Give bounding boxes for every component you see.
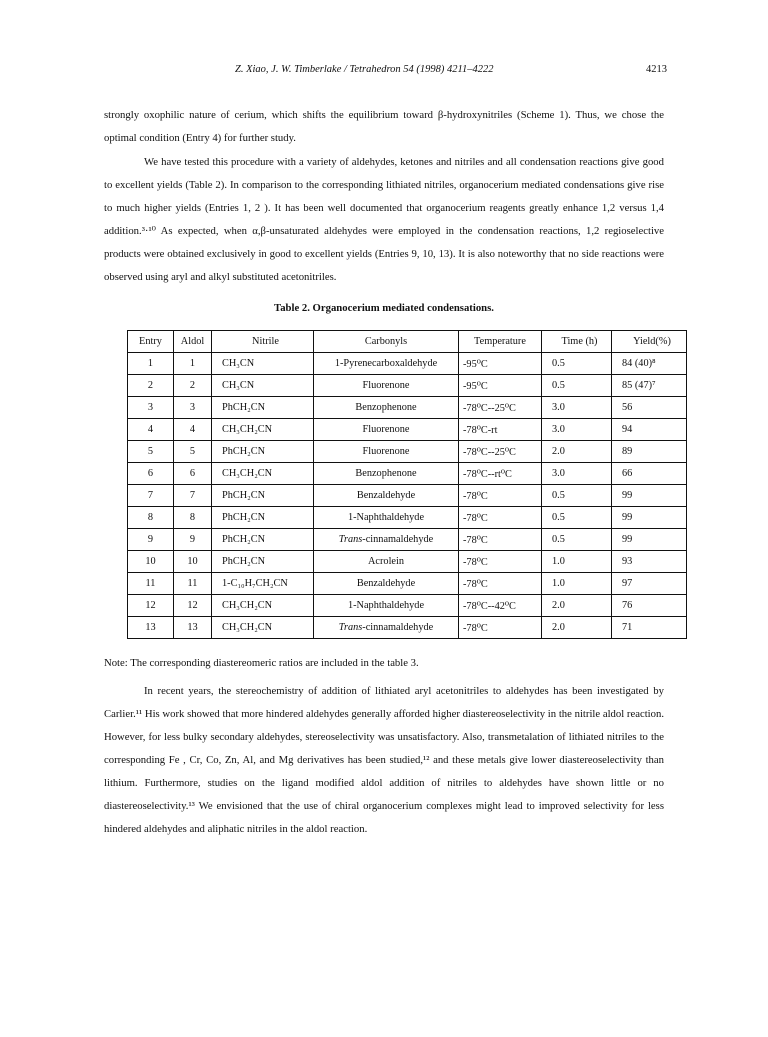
cell-temperature: -78⁰C--42⁰C [459,595,542,617]
paragraph-2 [104,151,664,289]
cell-yield: 99 [612,507,687,529]
cell-aldol: 4 [174,419,212,441]
cell-carbonyl: Benzaldehyde [314,485,459,507]
cell-aldol: 6 [174,463,212,485]
cell-nitrile: CH₃CH₂CN [212,595,314,617]
cell-nitrile: PhCH₂CN [212,485,314,507]
header-yield: Yield(%) [612,331,687,353]
cell-carbonyl: Trans-cinnamaldehyde [314,529,459,551]
header-time: Time (h) [542,331,612,353]
cell-temperature: -78⁰C [459,551,542,573]
cell-aldol: 5 [174,441,212,463]
cell-entry: 4 [128,419,174,441]
cell-time: 3.0 [542,419,612,441]
header-nitrile: Nitrile [212,331,314,353]
cell-entry: 9 [128,529,174,551]
cell-temperature: -78⁰C--rt⁰C [459,463,542,485]
cell-nitrile: 1-C₁₀H₇CH₂CN [212,573,314,595]
cell-carbonyl: Benzophenone [314,463,459,485]
paragraph-2-text: We have tested this procedure with a variety of aldehydes, ketones and nitriles and all condensation reactions give good to excellent yields (Table 2). In comparison to the corresponding lithiated nitriles, organocerium mediated condensations give rise to much higher yields (Entries 1, 2 ). It has been well documented that organocerium reagents greatly enhance 1,2 versus 1,4 addition.³·¹⁰ As expected, when α,β-unsaturated aldehydes were employed in the condensation reactions, 1,2 regioselective products were obtained exclusively in good to excellent yields (Entries 9, 10, 13). It is also noteworthy that no side reactions were observed using aryl and alkyl substituted acetonitriles. [104,156,664,283]
table-row [128,573,687,595]
cell-yield: 99 [612,485,687,507]
cell-temperature: -78⁰C [459,529,542,551]
table-note: Note: The corresponding diastereomeric ratios are included in the table 3. [104,657,419,669]
cell-temperature: -78⁰C--25⁰C [459,397,542,419]
cell-yield: 71 [612,617,687,639]
table-row [128,529,687,551]
cell-entry: 12 [128,595,174,617]
table-caption: Table 2. Organocerium mediated condensations. [274,302,494,314]
cell-yield: 94 [612,419,687,441]
cell-entry: 3 [128,397,174,419]
cell-entry: 5 [128,441,174,463]
cell-yield: 66 [612,463,687,485]
table-row [128,353,687,375]
paragraph-3 [104,680,664,841]
cell-carbonyl: Fluorenone [314,375,459,397]
cell-aldol: 1 [174,353,212,375]
cell-nitrile: PhCH₂CN [212,551,314,573]
cell-time: 0.5 [542,375,612,397]
cell-nitrile: PhCH₂CN [212,507,314,529]
cell-carbonyl: Fluorenone [314,441,459,463]
cell-time: 2.0 [542,595,612,617]
cell-temperature: -95⁰C [459,353,542,375]
cell-time: 3.0 [542,463,612,485]
cell-aldol: 12 [174,595,212,617]
cell-time: 0.5 [542,485,612,507]
cell-time: 3.0 [542,397,612,419]
cell-entry: 7 [128,485,174,507]
header-temperature: Temperature [459,331,542,353]
page-number: 4213 [646,64,667,75]
cell-yield: 84 (40)⁸ [612,353,687,375]
cell-carbonyl: 1-Pyrenecarboxaldehyde [314,353,459,375]
cell-temperature: -78⁰C [459,485,542,507]
cell-entry: 11 [128,573,174,595]
cell-carbonyl: 1-Naphthaldehyde [314,507,459,529]
cell-yield: 97 [612,573,687,595]
header-entry: Entry [128,331,174,353]
cell-aldol: 9 [174,529,212,551]
cell-aldol: 10 [174,551,212,573]
paragraph-1 [104,104,664,150]
cell-aldol: 13 [174,617,212,639]
cell-yield: 76 [612,595,687,617]
cell-time: 0.5 [542,507,612,529]
cell-yield: 85 (47)⁷ [612,375,687,397]
cell-time: 2.0 [542,441,612,463]
cell-yield: 56 [612,397,687,419]
cell-temperature: -78⁰C [459,573,542,595]
table-row [128,617,687,639]
cell-nitrile: CH₃CH₂CN [212,617,314,639]
cell-time: 2.0 [542,617,612,639]
cell-nitrile: CH₃CH₂CN [212,419,314,441]
cell-entry: 10 [128,551,174,573]
header-carbonyls: Carbonyls [314,331,459,353]
table-row [128,551,687,573]
page-header [105,64,667,80]
cell-temperature: -78⁰C [459,507,542,529]
cell-aldol: 7 [174,485,212,507]
cell-carbonyl: Trans-cinnamaldehyde [314,617,459,639]
cell-nitrile: PhCH₂CN [212,397,314,419]
paragraph-3-text: In recent years, the stereochemistry of addition of lithiated aryl acetonitriles to aldehydes has been investigated by Carlier.¹¹ His work showed that more hindered aldehydes generally afforded higher diastereoselectivity in the nitrile aldol reaction. However, for less bulky secondary aldehydes, stereoselectivity was unsatisfactory. Also, transmetalation of lithiated nitriles to the corresponding Fe , Cr, Co, Zn, Al, and Mg derivatives has been studied,¹² and these metals give lower diastereoselectivity than lithium. Furthermore, studies on the ligand modified aldol addition of nitriles to aldehydes have shown little or no diastereoselectivity.¹³ We envisioned that the use of chiral organocerium complexes might lead to improved selectivity for less hindered aldehydes and aliphatic nitriles in the aldol reaction. [104,685,664,835]
header-aldol: Aldol [174,331,212,353]
cell-time: 1.0 [542,573,612,595]
table-row [128,507,687,529]
table-row [128,441,687,463]
cell-yield: 89 [612,441,687,463]
table-row [128,375,687,397]
running-title: Z. Xiao, J. W. Timberlake / Tetrahedron 54 (1998) 4211–4222 [235,64,494,75]
cell-temperature: -78⁰C [459,617,542,639]
cell-nitrile: PhCH₂CN [212,441,314,463]
table-body [128,353,687,639]
table-row [128,463,687,485]
cell-entry: 6 [128,463,174,485]
cell-carbonyl: Benzaldehyde [314,573,459,595]
paragraph-1-text: strongly oxophilic nature of cerium, which shifts the equilibrium toward β-hydroxynitriles (Scheme 1). Thus, we chose the optimal condition (Entry 4) for further study. [104,109,664,144]
cell-carbonyl: Benzophenone [314,397,459,419]
condensation-table [127,330,687,639]
cell-carbonyl: Acrolein [314,551,459,573]
cell-nitrile: CH₃CN [212,375,314,397]
cell-aldol: 8 [174,507,212,529]
cell-entry: 8 [128,507,174,529]
cell-time: 1.0 [542,551,612,573]
cell-time: 0.5 [542,353,612,375]
cell-aldol: 2 [174,375,212,397]
cell-temperature: -95⁰C [459,375,542,397]
cell-carbonyl: 1-Naphthaldehyde [314,595,459,617]
cell-entry: 13 [128,617,174,639]
cell-time: 0.5 [542,529,612,551]
cell-nitrile: CH₃CH₂CN [212,463,314,485]
table-row [128,485,687,507]
cell-yield: 99 [612,529,687,551]
cell-carbonyl: Fluorenone [314,419,459,441]
cell-yield: 93 [612,551,687,573]
cell-temperature: -78⁰C--25⁰C [459,441,542,463]
table-row [128,595,687,617]
cell-entry: 2 [128,375,174,397]
cell-nitrile: PhCH₂CN [212,529,314,551]
table-row [128,397,687,419]
table-row [128,419,687,441]
cell-temperature: -78⁰C-rt [459,419,542,441]
table-header-row [128,331,687,353]
cell-entry: 1 [128,353,174,375]
cell-nitrile: CH₃CN [212,353,314,375]
cell-aldol: 3 [174,397,212,419]
cell-aldol: 11 [174,573,212,595]
